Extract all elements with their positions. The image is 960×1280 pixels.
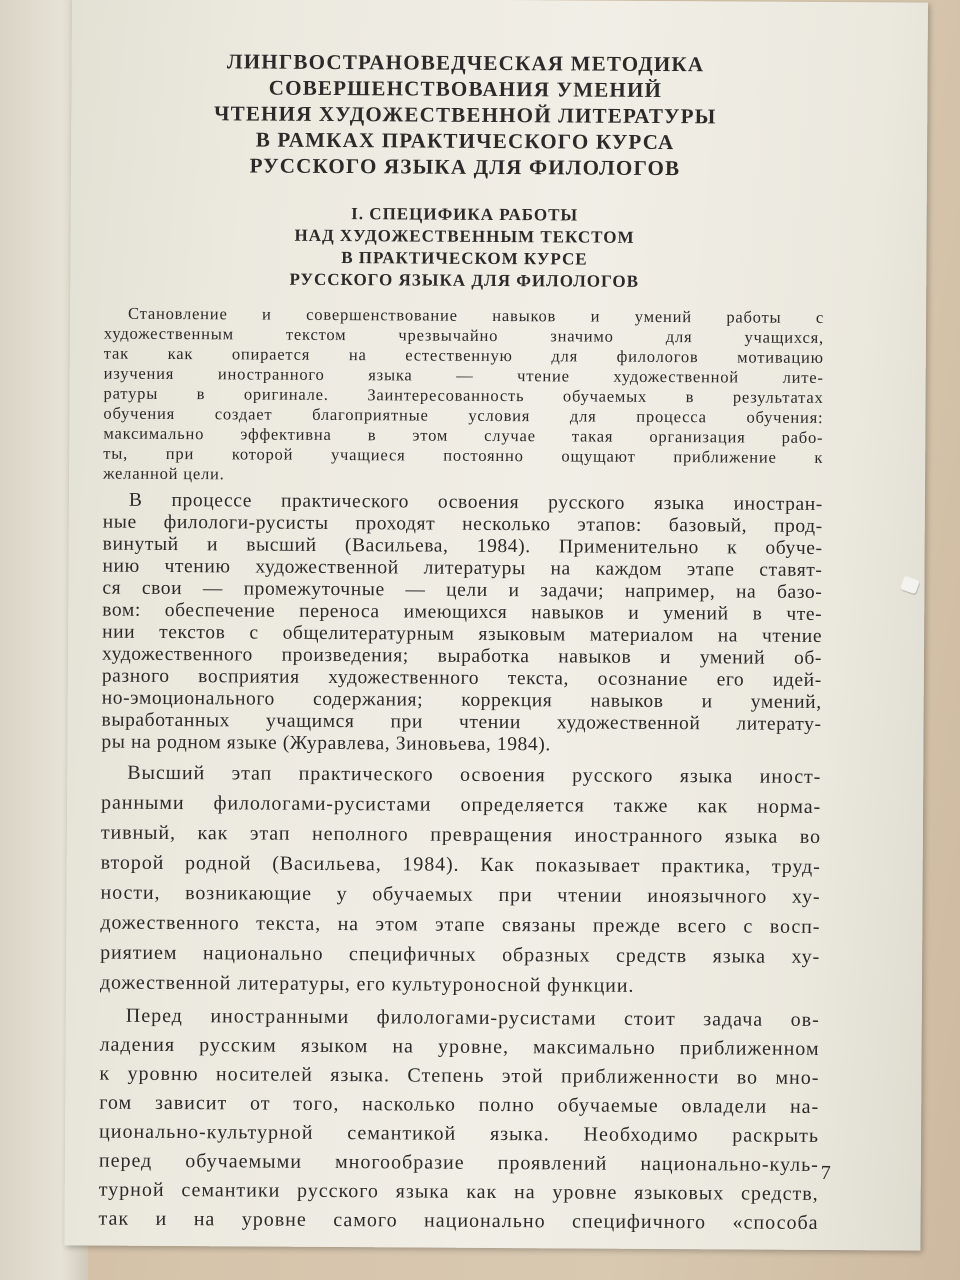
text-line: ры на родном языке (Журавлева, Зиновьева, 1984). [101,731,551,756]
text-line: художественного произведения; выработка навыков и умений об- [101,643,823,669]
page-number: 7 [820,1161,831,1185]
text-line: обучения создает благоприятные условия для процесса обучения: [103,403,824,427]
paragraph-2 [101,490,823,758]
text-line: нии текстов с общелитературным языковым материалом на чтение [102,621,823,647]
text-line: вом: обеспечение переноса имеющихся навыков и умений в чте- [102,599,823,625]
title-line: ЧТЕНИЯ ХУДОЖЕСТВЕННОЙ ЛИТЕРАТУРЫ [213,101,717,129]
text-line: тивный, как этап неполного превращения иностранного языка во [100,821,821,848]
paragraph-4 [98,1002,819,1238]
text-line: дожественной литературы, его культуроносной функции. [99,971,635,997]
title-line: РУССКОГО ЯЗЫКА ДЛЯ ФИЛОЛОГОВ [249,153,681,181]
book-page [64,0,928,1251]
text-line: нию чтению художественной литературы на каждом этапе ставят- [102,555,823,581]
text-line: ладения русским языком на уровне, максимально приближенном [99,1033,820,1060]
text-line: В процессе практического освоения русского языка иностран- [128,489,823,515]
text-line: ратуры в оригинале. Заинтересованность обучаемых в результатах [103,383,824,407]
section-heading-line: РУССКОГО ЯЗЫКА ДЛЯ ФИЛОЛОГОВ [289,269,640,291]
text-line: ранными филологами-русистами определяется также как норма- [101,791,822,818]
text-line: так как опирается на естественную для филологов мотивацию [103,343,824,367]
text-line: максимально эффективна в этом случае такая организация рабо- [103,423,824,447]
text-line: гом зависит от того, насколько полно обучаемые овладели на- [99,1091,820,1118]
text-line: разного восприятия художественного текста, осознание его идей- [101,665,822,691]
title-line: В РАМКАХ ПРАКТИЧЕСКОГО КУРСА [255,127,675,155]
text-line: перед обучаемыми многообразие проявлений национально-куль- [98,1149,819,1176]
section-heading [104,202,825,294]
text-line: изучения иностранного языка — чтение художественной лите- [103,363,824,387]
page-title [105,48,826,182]
text-line: риятием национально специфичных образных средств языка ху- [100,941,821,968]
text-line: ся свои — промежуточные — цели и задачи; например, на базо- [102,577,823,603]
text-line: винутый и высший (Васильева, 1984). Применительно к обуче- [102,533,823,559]
text-line: ционально-культурной семантикой языка. Необходимо раскрыть [99,1120,820,1147]
text-line: турной семантики русского языка как на уровне языковых средств, [98,1178,819,1205]
text-line: художественным текстом чрезвычайно значимо для учащихся, [103,323,825,347]
page-content [98,48,825,1238]
text-line: ты, при которой учащиеся постоянно ощущают приближение к [103,443,824,467]
section-heading-line: НАД ХУДОЖЕСТВЕННЫМ ТЕКСТОМ [294,225,635,247]
section-heading-line: I. СПЕЦИФИКА РАБОТЫ [351,204,579,225]
title-line: СОВЕРШЕНСТВОВАНИЯ УМЕНИЙ [268,75,663,102]
text-line: Становление и совершенствование навыков и умений работы с [128,303,825,327]
text-line: дожественного текста, на этом этапе связаны прежде всего с восп- [100,911,821,938]
text-line: ности, возникающие у обучаемых при чтении иноязычного ху- [100,881,821,908]
text-line: ные филологи-русисты проходят несколько этапов: базовый, прод- [102,511,823,537]
text-line: второй родной (Васильева, 1984). Как показывает практика, труд- [100,851,821,878]
text-line: Перед иностранными филологами-русистами стоит задача ов- [125,1004,820,1031]
paragraph-1 [103,304,824,488]
text-line: так и на уровне самого национально специфичного «способа [98,1207,819,1234]
text-line: но-эмоционального содержания; коррекция навыков и умений, [101,687,822,713]
title-line: ЛИНГВОСТРАНОВЕДЧЕСКАЯ МЕТОДИКА [226,49,705,77]
text-line: выработанных учащимся при чтении художественной литерату- [101,709,822,735]
text-line: желанной цели. [103,463,225,484]
text-line: Высший этап практического освоения русского языка иност- [127,761,822,788]
text-line: к уровню носителей языка. Степень этой приближенности во мно- [99,1062,820,1089]
section-heading-line: В ПРАКТИЧЕСКОМ КУРСЕ [341,248,588,269]
paragraph-3 [100,758,821,1002]
